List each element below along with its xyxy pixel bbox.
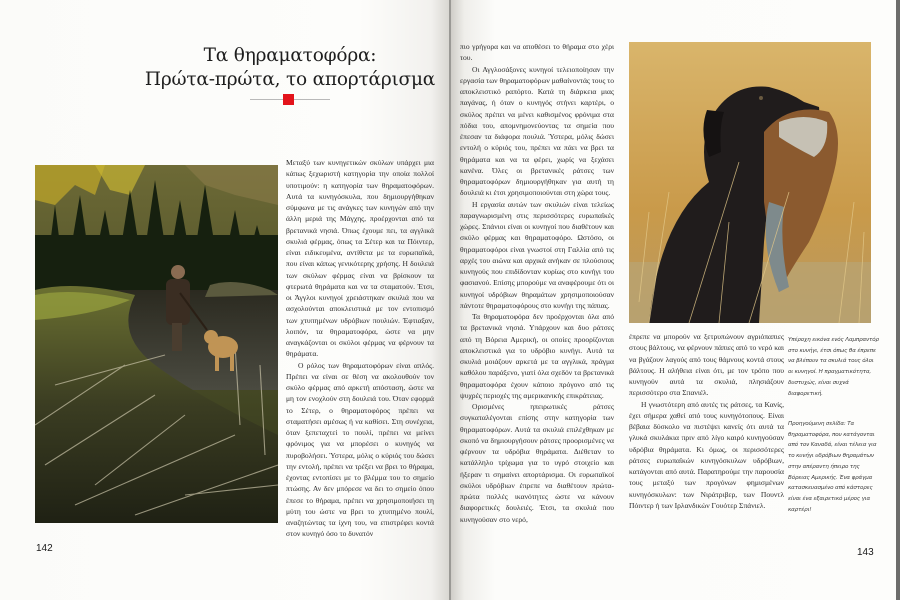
- paragraph: έπρεπε να μπορούν να ξετρυπώνουν αγριόπαπιες στους βάλτους, να φέρνουν πάπιες από το νερό και να βγάζουν λαγούς από τους θάμνους κοντά στους βάλτους. Η αλήθεια είναι ότι, με τον τρόπο που κυνηγούν αυτά τα σκυλιά, πλησιάζουν περισσότερο στα Σπανιέλ.: [629, 332, 784, 398]
- paragraph: Τα θηραματοφόρα δεν προέρχονται όλα από τα βρετανικά νησιά. Υπάρχουν και δυο ράτσες από τη Βόρεια Αμερική, οι οποίες προορίζονται αποκλειστικά για το υδρόβιο κυνήγι. Αυτά τα σκυλιά μοιάζουν αρκετά με τα αγγλικά, πράγμα καθόλου παράξενο, γιατί όλα σχεδόν τα βρετανικά θηραματοφόρα έχουν κάποιο πρόγονο από τις ψυχρές περιοχές της αμερικανικής επικράτειας.: [460, 312, 614, 400]
- title-ornament: [250, 93, 330, 105]
- labrador-illustration: [629, 42, 871, 323]
- scan-edge: [896, 0, 900, 600]
- body-text-left: [286, 157, 434, 540]
- paragraph: Οι Αγγλοσάξονες κυνηγοί τελειοποίησαν την εργασία των θηραματοφόρων μαθαίνοντάς τους το αποκλειστικό ραπόρτο. Κατά τη διάρκεια μιας παγάνας, ή όταν ο κυνηγός στήνει καρτέρι, ο σκύλος πρέπει να μένει καθισμένος φρόνιμα στα πόδια του, απομνημονεύοντας τα σημεία που έπεσαν τα διάφορα πουλιά. Ύστερα, μόλις δώσει εντολή ο κύριός του, πρέπει να πάει να βρει τα θηράματα και να τα φέρει, χωρίς να ξεχάσει κανένα. Όλες οι βρετανικές ράτσες των θηραματοφόρων δημιουργήθηκαν για αυτή τη δουλειά κι έτσι χρησιμοποιούνται στη χώρα τους.: [460, 64, 614, 198]
- body-text-column-2: [629, 331, 784, 511]
- paragraph: Ο ρόλος των θηραματοφόρων είναι απλός. Πρέπει να είναι σε θέση να ακολουθούν τον σκύλο φέρμας από αρκετή απόσταση, ώστε να μη τον ενοχλούν στη δουλειά του. Όταν εφορμά το Σέτερ, ο θηραματοφόρος πρέπει να σταματήσει αμέσως ή να καθίσει. Στη συνέχεια, όταν ξεπεταχτεί το πουλί, πρέπει να μείνει φρόνιμος για να μπορέσει ο κυνηγός να πυροβολήσει. Ύστερα, μόλις ο κύριός του δώσει την εντολή, πρέπει να τρέξει να βρει το θήραμα, έχοντας εντοπίσει με το βλέμμα του το σημείο πτώσης. Αν δεν μπόρεσε να δει το σημείο όπου έπεσε το θήραμα, πρέπει να χρησιμοποιήσει τη μύτη του ώστε να βρει το χτυπημένο πουλί, αναζητώντας τα ίχνη του, να επιστρέφει κοντά στον κυνηγό όσο το δυνατόν: [286, 360, 434, 539]
- paragraph: πιο γρήγορα και να αποθέσει το θήραμα στο χέρι του.: [460, 42, 614, 63]
- paragraph: Ορισμένες ηπειρωτικές ράτσες συγκαταλέγονται επίσης στην κατηγορία των θηραματοφόρων. Αυτά τα σκυλιά επιλέχθηκαν με σκοπό να δημιουργήσουν ράτσες προορισμένες να φέρνουν τα υδρόβια θηράματα. Διέθεταν το κατάλληλο τρίχωμα για το υγρό στοιχείο και ήξεραν τι σημαίνει απορτάρισμα. Οι ευρωπαϊκοί σκύλοι υδρόβιων έπρεπε να διαθέτουν πρώτα-πρώτα πολλές ικανότητες ώστε να κάνουν διαφορετικές δουλειές. Έτσι, τα σκυλιά που κυνηγούσαν στο νερό,: [460, 402, 614, 524]
- photo-labrador-pheasant: [629, 42, 871, 323]
- left-page: [0, 0, 449, 600]
- page-number-right: 143: [857, 547, 874, 558]
- photo-caption-previous-page: Προηγούμενη σελίδα: Τα θηραματοφόρα, που κατάγονται από τον Καναδά, είναι τέλεια για το κυνήγι υδρόβιων θηραμάτων στην απέραντη ήπειρο της Βόρειας Αμερικής. Ένα φράγμα κατασκευασμένο από κάστορες είναι ένα εξαιρετικό μέρος για καρτέρι!: [788, 421, 877, 513]
- paragraph: Μεταξύ των κυνηγετικών σκύλων υπάρχει μια κάπως ξεχωριστή κατηγορία την οποία πολλοί υποτιμούν: η κατηγορία των θηραματοφόρων. Αυτά τα κυνηγόσκυλα, που δημιουργήθηκαν σύμφωνα με τις ανάγκες των κυνηγών από την άλλη μεριά της Μάγχης, προέρχονται από τα βρετανικά νησιά. Όπως έχουμε πει, τα αγγλικά σκυλιά φέρμας, όπως τα Σέτερ και τα Πόιντερ, είναι ειδικευμένα, αντίθετα με τα ευρωπαϊκά, που είναι κάπως γενικότερης χρήσης. Η δουλειά των σκύλων φέρμας είναι να βρίσκουν τα φτερωτά θηράματα και να τα σταματούν. Έτσι, οι Άγγλοι κυνηγοί χρειάστηκαν σκυλιά που να ασχολούνται αποκλειστικά με τον εντοπισμό των χτυπημένων υδρόβιων πουλιών. Έφτιαξαν, λοιπόν, τα θηραματοφόρα, ώστε να μην αναγκάζονται οι σκύλοι φέρμας να φέρνουν τα θηράματα.: [286, 158, 434, 359]
- right-page: [451, 0, 896, 600]
- chapter-title: [140, 44, 440, 92]
- photo-caption-labrador: Υπέροχη εικόνα ενός Λαμπραντόρ στο κυνήγι, έτσι όπως θα έπρεπε να βλέπουν τα σκυλιά τους όλοι οι κυνηγοί. Η πραγματικότητα, δυστυχώς, είναι συχνά διαφορετική.: [788, 337, 879, 397]
- photo-hunter-retriever: [35, 165, 278, 523]
- paragraph: Η γνωστότερη από αυτές τις ράτσες, τα Κανίς, έχει σήμερα χαθεί από τους κυνηγότοπους. Είναι βέβαια δύσκολο να πιστέψει κανείς ότι αυτά τα γλυκά σκυλάκια πριν από λίγο καιρό κυνηγούσαν υδρόβια θηράματα. Κι όμως, οι περισσότερες ράτσες ευρωπαϊκών κυνηγόσκυλων υδρόβιων, κατάγονται από αυτά. Παρατηρούμε την παρουσία τους μεταξύ των προγόνων φημισμένων κυνηγόσκυλων: των Νιράτριβερ, των Πουντλ Πόιντερ ή των Ιρλανδικών Γουότερ Σπάνιελ.: [629, 399, 784, 510]
- hunter-retriever-illustration: [35, 165, 278, 523]
- page-number-left: 142: [36, 543, 53, 554]
- red-square-icon: [283, 94, 294, 105]
- chapter-title-line-2: Πρώτα-πρώτα, το απορτάρισμα: [144, 69, 436, 90]
- chapter-title-line-1: Τα θηραματοφόρα:: [203, 45, 377, 66]
- body-text-column-1: [460, 41, 614, 525]
- paragraph: Η εργασία αυτών των σκυλιών είναι τελείως παραγνωρισμένη στις περισσότερες ευρωπαϊκές χώρες. Σπάνιοι είναι οι κυνηγοί που διαθέτουν και σκύλο φέρμας και θηραματοφόρο. Ωστόσο, οι θηραματοφόροι είναι γνωστοί στη Γαλλία από τις αρχές του αιώνα και αρχικά ανήκαν σε πλούσιους κυνηγούς που επιδίδονταν κυρίως στο κυνήγι του φασιανού. Επίσης μπορούμε να αναφέρουμε ότι οι κυνηγοί υδρόβιων θηραμάτων χρησιμοποιούσαν πάντοτε θηραματοφόρους στο κυνήγι της πάπιας.: [460, 199, 614, 310]
